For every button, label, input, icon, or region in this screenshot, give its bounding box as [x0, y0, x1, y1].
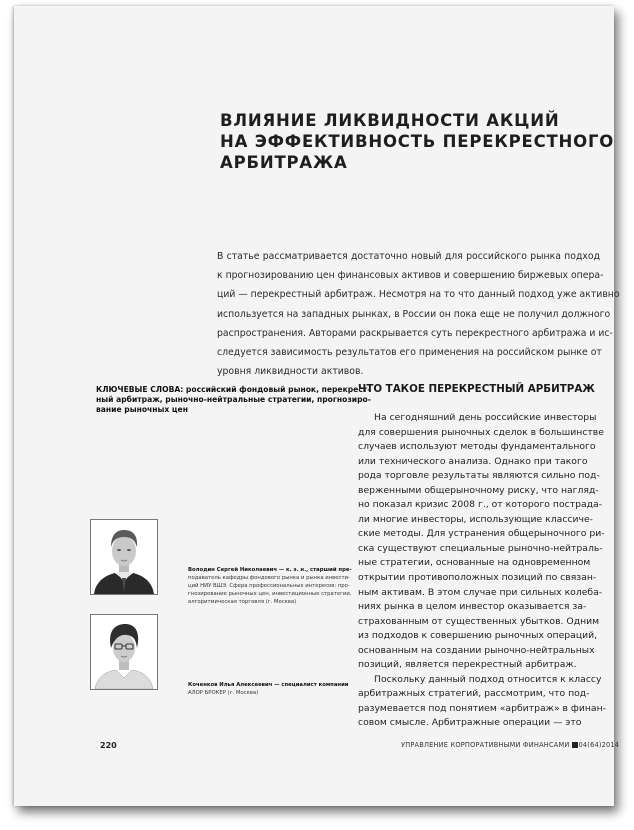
article-title: [220, 110, 615, 173]
author-bio-line: Коченков Илья Алексеевич — специалист компании: [188, 682, 349, 688]
portrait-image: [91, 615, 157, 689]
body-line: ным активам. В этом случае при сильных колеба-: [358, 586, 603, 598]
body-line: открытии противоположных позиций по связан-: [358, 572, 597, 584]
journal-page: [14, 6, 620, 806]
title-line: НА ЭФФЕКТИВНОСТЬ ПЕРЕКРЕСТНОГО: [220, 132, 615, 151]
body-line: совом смысле. Арбитражные операции — это: [358, 717, 582, 729]
abstract-line: используется на западных рынках, в России он пока еще не получил должного: [217, 308, 611, 320]
abstract-line: следуется зависимость результатов его применения на российском рынке от: [217, 347, 602, 359]
body-line: верженными общерыночному риску, что нагляд-: [358, 484, 599, 496]
body-line: позиций, является перекрестный арбитраж.: [358, 659, 577, 671]
journal-name: УПРАВЛЕНИЕ КОРПОРАТИВНЫМИ ФИНАНСАМИ: [401, 741, 570, 749]
page-number: 220: [100, 741, 117, 750]
author-bio-line: гнозирование рыночных цен, инвестиционные стратегии,: [188, 591, 352, 597]
body-text: [358, 411, 606, 731]
abstract-line: распространения. Авторами раскрывается суть перекрестного арбитража и ис-: [217, 327, 613, 339]
body-line: разумевается под понятием «арбитраж» в финан-: [358, 702, 606, 714]
author-photo-volodin: [90, 519, 158, 595]
author-bio-line: алгоритмическая торговля (г. Москва): [188, 599, 297, 605]
abstract-line: ций — перекрестный арбитраж. Несмотря на то что данный подход уже активно: [217, 289, 620, 301]
author-bio-line: АЛОР БРОКЕР (г. Москва): [188, 690, 259, 696]
abstract-line: уровня ликвидности активов.: [217, 366, 364, 378]
journal-issue: 04(64)2014: [578, 741, 620, 749]
abstract-line: В статье рассматривается достаточно новый для российского рынка подход: [217, 251, 600, 262]
body-line: Поскольку данный подход относится к классу: [374, 673, 602, 685]
title-line: ВЛИЯНИЕ ЛИКВИДНОСТИ АКЦИЙ: [220, 111, 560, 130]
body-line: ли многие инвесторы, использующие классиче-: [358, 513, 593, 525]
body-line: ские методы. Для устранения общерыночного ри-: [358, 528, 605, 540]
body-line: На сегодняшний день российские инвесторы: [374, 412, 597, 423]
keywords-line: КЛЮЧЕВЫЕ СЛОВА: российский фондовый рынок, перекрест-: [96, 385, 371, 394]
abstract-line: к прогнозированию цен финансовых активов и совершению биржевых опера-: [217, 270, 604, 282]
body-line: рода торговле результаты являются сильно под-: [358, 470, 600, 482]
abstract: [217, 247, 620, 381]
keywords-line: ный арбитраж, рыночно-нейтральные стратегии, прогнозиро-: [96, 395, 371, 404]
portrait-image: [91, 520, 157, 594]
square-separator-icon: [572, 742, 578, 748]
body-line: но показал кризис 2008 г., от которого пострада-: [358, 499, 603, 511]
author-bio-volodin: [188, 566, 352, 606]
body-line: ные стратегии, основанные на одновременном: [358, 557, 591, 569]
author-bio-line: ций НИУ ВШЭ. Сфера профессиональных интересов: про-: [188, 583, 350, 589]
author-bio-kochenkov: [188, 681, 349, 697]
journal-footer: [401, 741, 619, 749]
body-line: ниях рынка в целом инвестор оказывается за-: [358, 601, 587, 613]
body-line: случаев используют методы фундаментального: [358, 441, 596, 453]
keywords-line: вание рыночных цен: [96, 405, 188, 414]
body-line: ска существуют специальные рыночно-нейтраль-: [358, 542, 603, 554]
title-line: АРБИТРАЖА: [220, 153, 348, 172]
section-heading: ЧТО ТАКОЕ ПЕРЕКРЕСТНЫЙ АРБИТРАЖ: [358, 383, 595, 395]
body-line: страхованным от существенных убытков. Одним: [358, 615, 600, 627]
author-bio-line: подаватель кафедры фондового рынка и рынка инвести-: [188, 575, 350, 581]
body-line: из подходов к совершению рыночных операций,: [358, 630, 598, 642]
author-bio-line: Володин Сергей Николаевич — к. э. н., старший пре-: [188, 567, 352, 573]
body-line: основанным на создании рыночно-нейтральных: [358, 644, 595, 656]
body-line: или технического анализа. Однако при такого: [358, 455, 588, 467]
body-line: для совершения рыночных сделок в большинстве: [358, 426, 604, 438]
author-photo-kochenkov: [90, 614, 158, 690]
keywords-block: [96, 385, 371, 415]
body-line: арбитражных стратегий, рассмотрим, что под-: [358, 688, 590, 700]
